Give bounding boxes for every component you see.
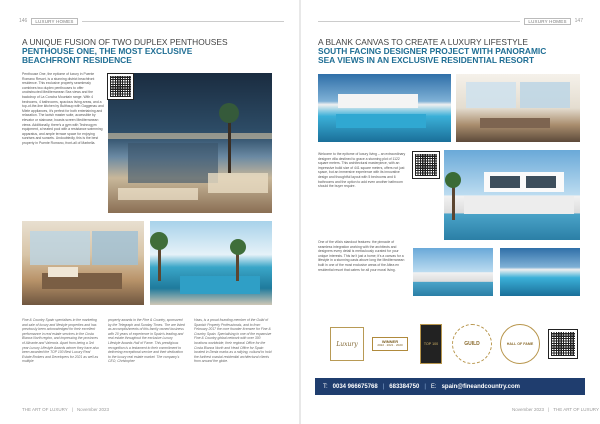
page-spine	[299, 0, 301, 424]
left-footer-date: November 2023	[76, 407, 109, 412]
winner-award-title: WINNER	[381, 339, 399, 345]
left-section-tag: LUXURY HOMES	[31, 18, 77, 25]
left-footer-pub: THE ART OF LUXURY	[22, 407, 68, 412]
hall-of-fame-label: HALL OF FAME	[506, 341, 534, 346]
luxury-lifestyle-logo: Luxury	[330, 327, 364, 361]
phone-number-2[interactable]: 683384750	[389, 383, 420, 390]
right-footer-date: November 2023	[512, 407, 545, 412]
right-header	[318, 17, 583, 25]
top100-label: TOP 100	[423, 342, 439, 346]
right-headline-line1: A BLANK CANVAS TO CREATE A LUXURY LIFESTYLE	[318, 37, 528, 47]
phone-number-1[interactable]: 0034 966675768	[332, 383, 378, 390]
left-header	[19, 17, 284, 25]
villa-interior-image	[456, 74, 580, 142]
luxury-award-logo	[330, 322, 364, 366]
right-headline-line2a: SOUTH FACING DESIGNER PROJECT WITH PANORAMIC	[318, 46, 547, 57]
left-bottom-col3: Haas, is a proud founding member of the Guild of Spanish Property Professionals, and to from February 2017 the core founder licensee for Fine & Country Spain. Specialising in one of the expansive Fine & Country global network with over 300 locations worldwide, their regional Office for the Costa Blanca North and Head Office for Spain located in Denia marks as a rallying, cultural to hold the furthest coastal residential architectural clients from around the globe.	[194, 318, 272, 364]
left-page-number: 146	[19, 18, 28, 24]
guild-wreath	[452, 324, 492, 364]
left-bottom-col1: Fine & Country Spain specialises in the marketing and sale of luxury and lifestyle properties and has previously been acknowledged for their excellent performance in real estate services in the Costa Blanca North region, and impressing the provinces of Alicante and Valencia. Apart from being a 3rd year Luxury Lifestyle Awards winner they have also been awarded the TOP 100 Best Luxury Real Estate Brokers and Developers for 2021 as well as multiple	[22, 318, 99, 364]
winner-award-years: 2022 · 2021 · 2020	[377, 343, 403, 347]
left-body-text: Penthouse One, the epitome of luxury in Puente Romano Resort, is a stunning district beachfront residence. This exclusive property seamlessly combines two duplex penthouses to offer unobstructed Mediterranean Sea views and the backdrop of La Concha Mountain range. With 4 bedrooms, 4 bathrooms, spacious living areas, and a top-of-the-line kitchen by Bulthaup with Gaggenau and Miele appliances, it's perfect for both entertaining and relaxation. The lavish master suite, accessible by elevator or staircase, boasts screen Mediterranean views. Additionally, there's a gym with Technogym equipment, a heated pool with a resistance swimming apparatus, and ample terrace space for enjoying sunrises and sunsets. Undoubtedly, this is the best property in Puente Romano, front-all of Marbella.	[22, 72, 104, 145]
awards-qr-code	[549, 330, 577, 358]
phone-label: T:	[323, 383, 328, 390]
winner-award	[372, 322, 408, 366]
left-footer: THE ART OF LUXURY | November 2023	[22, 407, 109, 412]
right-footer: November 2023 | THE ART OF LUXURY	[512, 407, 599, 412]
villa-aerial-pool-image	[318, 74, 451, 142]
interior-illustration	[456, 74, 580, 142]
left-bottom-col2: property awards in the Fine & Country, sponsored by the Telegraph and Sunday Times. The are listed as accomplishments of this family owned business with 20 years of experience in Spain's leading and real estate throughout the exclusive Luxury Lifestyle Awards Hall of Fame. This prestigious recognition is a testament to their commitment to delivering exceptional service and their dedication to the luxury real estate market. The company's CEO, Christopher	[108, 318, 185, 364]
left-headline	[22, 38, 292, 66]
left-qr-code-overlay	[108, 74, 133, 99]
hall-of-fame-award	[500, 322, 540, 366]
left-headline-line2b: BEACHFRONT RESIDENCE	[22, 55, 132, 66]
right-qr-code	[413, 152, 439, 178]
top100-badge	[420, 324, 442, 364]
top100-award	[420, 322, 442, 366]
villa-pool-view-image	[500, 248, 580, 296]
right-page-number: 147	[574, 18, 583, 24]
right-headline-line2b: SEA VIEWS IN AN EXCLUSIVE RESIDENTIAL RESORT	[318, 55, 535, 66]
email-link[interactable]: spain@fineandcountry.com	[441, 383, 520, 390]
right-headline	[318, 38, 588, 66]
winner-award-box	[372, 337, 408, 350]
penthouse-lounge-image	[22, 221, 144, 305]
left-header-rule	[82, 21, 284, 22]
villa-exterior-image	[444, 150, 580, 240]
email-label: E:	[430, 383, 437, 390]
right-body-text-1: Welcome to the epitome of luxury living – an extraordinary designer villa destined to grace a stunning plot of 1122 square meters. This architectural masterpiece, with an impressive build size of 441 square meters, offers not just space, but an immersive experience with its innovative design and thoughtful layout with 5 bedrooms and 6 bathrooms and the option to add even another bathroom should the buyer require.	[318, 152, 406, 189]
guild-label: GUILD	[464, 340, 480, 347]
right-section-tag: LUXURY HOMES	[524, 18, 570, 25]
villa-front-image	[413, 248, 493, 296]
guild-award	[452, 322, 492, 366]
left-headline-line1: A UNIQUE FUSION OF TWO DUPLEX PENTHOUSES	[22, 37, 228, 47]
left-headline-line2a: PENTHOUSE ONE, THE MOST EXCLUSIVE	[22, 46, 193, 57]
aerial-illustration	[318, 74, 451, 142]
contact-bar: T: 0034 966675768 | 683384750 | E: spain@fineandcountry.com	[315, 378, 585, 395]
hall-of-fame-seal	[500, 324, 540, 364]
right-body-text-2: One of the villa's standout features: the pinnacle of seamless integration working with the architects and designers every detail is meticulously curated for your unique interests. This isn't just a home; it's a canvas for a lifestyle in a stunning oasis above long the Mediterranean built in one of the most exclusive areas of the Altea en residential resort that caters for all your moral living.	[318, 240, 405, 272]
penthouse-pool-image	[150, 221, 272, 305]
right-footer-pub: THE ART OF LUXURY	[553, 407, 599, 412]
pool-illustration	[150, 221, 272, 305]
villa-exterior-illustration	[444, 150, 580, 240]
right-header-rule	[318, 21, 520, 22]
lounge-illustration	[22, 221, 144, 305]
